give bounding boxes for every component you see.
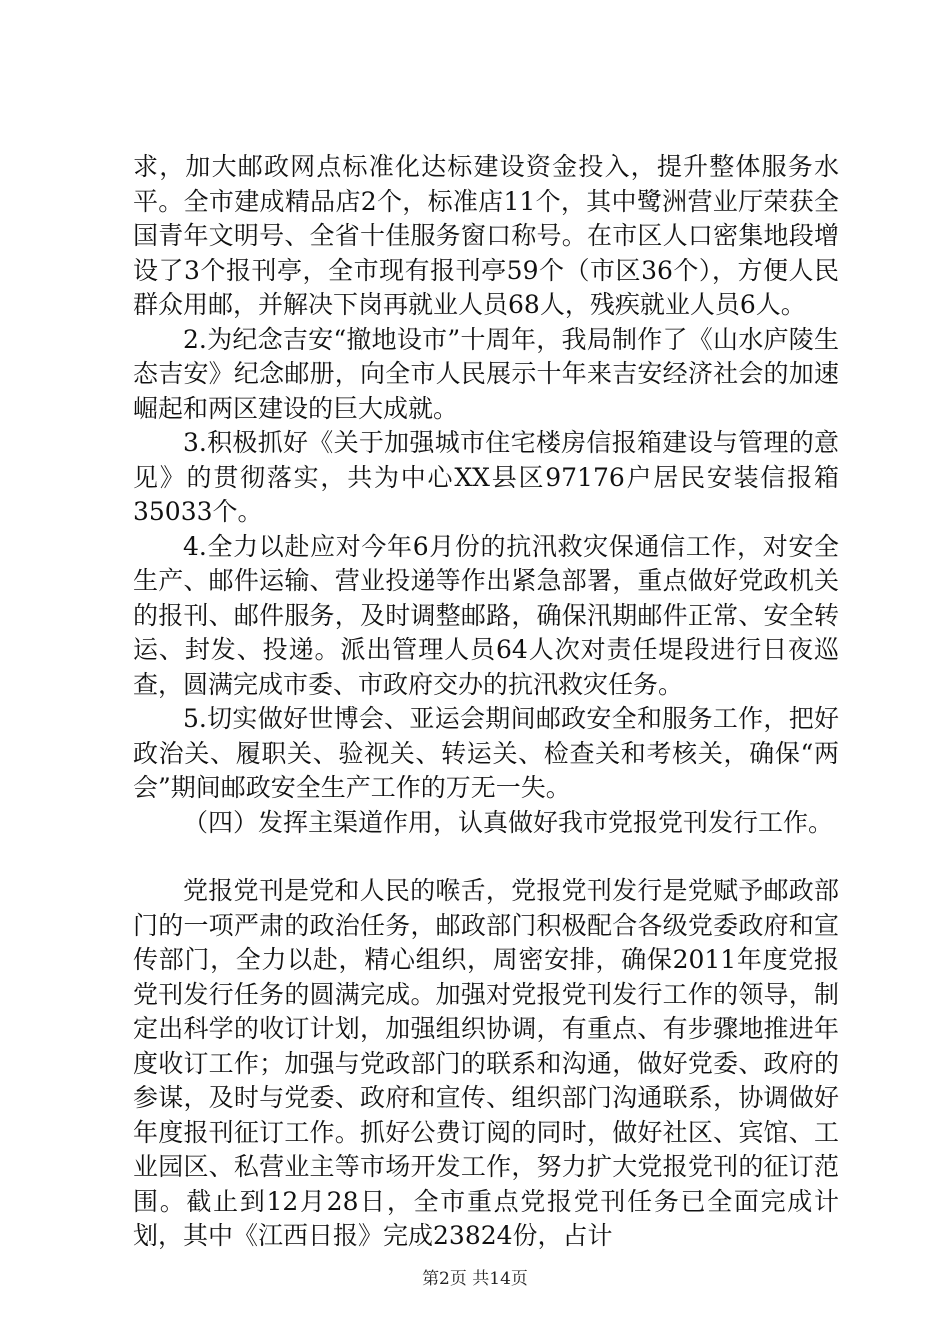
paragraph-gap <box>133 840 839 874</box>
paragraph-item-2: 2.为纪念吉安“撤地设市”十周年，我局制作了《山水庐陵生态吉安》纪念邮册，向全市人民展示十年来吉安经济社会的加速崛起和两区建设的巨大成就。 <box>133 324 839 423</box>
page-footer: 第2页 共14页 <box>422 1269 528 1289</box>
section-heading: （四）发挥主渠道作用，认真做好我市党报党刊发行工作。 <box>183 807 834 837</box>
paragraph-body: 党报党刊是党和人民的喉舌，党报党刊发行是党赋予邮政部门的一项严肃的政治任务，邮政部门积极配合各级党委政府和宣传部门，全力以赴，精心组织，周密安排，确保2011年度党报党刊发行任务的圆满完成。加强对党报党刊发行工作的领导，制定出科学的收订计划，加强组织协调，有重点、有步骤地推进年度收订工作；加强与党政部门的联系和沟通，做好党委、政府的参谋，及时与党委、政府和宣传、组织部门沟通联系，协调做好年度报刊征订工作。抓好公费订阅的同时，做好社区、宾馆、工业园区、私营业主等市场开发工作，努力扩大党报党刊的征订范围。截止到12月28日，全市重点党报党刊任务已全面完成计划，其中《江西日报》完成23824份，占计 <box>133 876 839 1250</box>
paragraph-continuation: 求，加大邮政网点标准化达标建设资金投入，提升整体服务水平。全市建成精品店2个，标准店11个，其中鹭洲营业厅荣获全国青年文明号、全省十佳服务窗口称号。在市区人口密集地段增设了3个报刊亭，全市现有报刊亭59个（市区36个），方便人民群众用邮，并解决下岗再就业人员68人，残疾就业人员6人。 <box>133 152 839 319</box>
document-page <box>133 150 839 1254</box>
paragraph-item-4: 4.全力以赴应对今年6月份的抗汛救灾保通信工作，对安全生产、邮件运输、营业投递等作出紧急部署，重点做好党政机关的报刊、邮件服务，及时调整邮路，确保汛期邮件正常、安全转运、封发、投递。派出管理人员64人次对责任堤段进行日夜巡查，圆满完成市委、市政府交办的抗汛救灾任务。 <box>133 531 839 699</box>
paragraph-item-3: 3.积极抓好《关于加强城市住宅楼房信报箱建设与管理的意见》的贯彻落实，共为中心XX县区97176户居民安装信报箱35033个。 <box>133 428 839 526</box>
paragraph-item-5: 5.切实做好世博会、亚运会期间邮政安全和服务工作，把好政治关、履职关、验视关、转运关、检查关和考核关，确保“两会”期间邮政安全生产工作的万无一失。 <box>133 704 839 802</box>
